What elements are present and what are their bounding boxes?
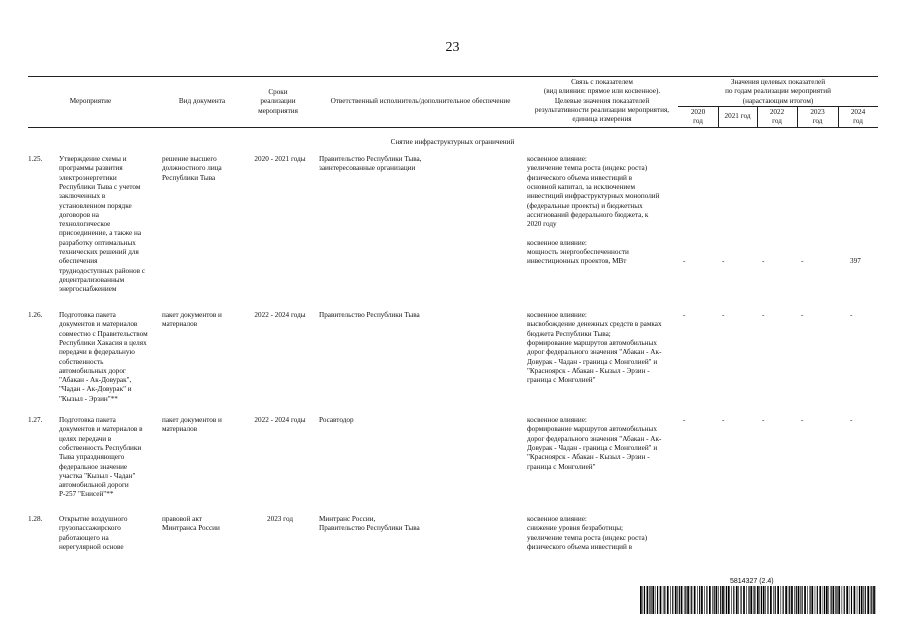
barcode-bar (761, 586, 762, 614)
row-value: - (722, 257, 725, 266)
barcode-bar (741, 586, 742, 614)
row-link: "Красноярск - Абакан - Кызыл - Эрзин - (527, 366, 650, 375)
barcode-bar (691, 586, 692, 614)
row-executor: заинтересованные организации (319, 164, 416, 173)
row-term: 2022 - 2024 годы (254, 416, 306, 424)
row-value: - (850, 311, 853, 319)
barcode-bar (657, 586, 658, 614)
barcode-bar (867, 586, 869, 614)
barcode-bar (757, 586, 759, 614)
header-link: Связь с показателем (571, 78, 633, 86)
row-measure: технологическое (59, 220, 111, 229)
row-value: - (722, 416, 725, 424)
barcode-bar (748, 586, 749, 614)
barcode-bar (704, 586, 705, 614)
row-link: инвестиционных проектов, МВт (527, 257, 627, 266)
barcode-bar (767, 586, 768, 614)
row-measure: разработку оптимальных (59, 238, 136, 247)
row-measure: присоединение, а также на (59, 229, 142, 238)
row-link: формирование маршрутов автомобильных (527, 425, 657, 434)
barcode-bar (865, 586, 866, 614)
row-link: дорог федерального значения "Абакан - Ак- (527, 348, 662, 357)
row-doc: Минтранса России (162, 524, 220, 533)
barcode-bar (712, 586, 713, 614)
row-measure: договоров на (59, 210, 99, 219)
row-measure: Республики Хакасия в целях (59, 338, 147, 347)
barcode-bar (871, 586, 872, 614)
section-title: Снятие инфраструктурных ограничений (390, 138, 515, 146)
row-measure: собственность Республики (59, 443, 142, 452)
barcode-bar (720, 586, 721, 614)
barcode-bar (873, 586, 875, 614)
barcode-bar (725, 586, 726, 614)
row-value: - (801, 311, 804, 319)
row-link: 2020 году (527, 220, 557, 229)
barcode-bar (681, 586, 683, 614)
row-doc: материалов (162, 425, 198, 434)
header-terms: мероприятия (258, 106, 298, 115)
barcode-bar (714, 586, 715, 614)
barcode-bar (672, 586, 673, 614)
row-value: - (683, 311, 686, 319)
barcode-bar (697, 586, 698, 614)
row-doc: правовой акт (162, 515, 202, 523)
barcode-bar (650, 586, 651, 614)
row-link: увеличение темпа роста (индекс роста) (527, 533, 648, 542)
barcode-bar (699, 586, 700, 614)
row-link: снижение уровня безработицы; (527, 524, 624, 533)
barcode-bar (664, 586, 665, 614)
barcode-bar (701, 586, 703, 614)
table-rule (28, 76, 878, 77)
row-measure: собственность (59, 357, 104, 366)
barcode-bar (810, 586, 811, 614)
row-measure: децентрализованным (59, 275, 125, 284)
header-measure: Мероприятие (69, 97, 112, 105)
barcode-bar (660, 586, 662, 614)
row-measure: целях передачи в (59, 434, 112, 443)
barcode-bar (684, 586, 685, 614)
row-measure: Подготовка пакета (59, 311, 116, 319)
row-term: 2020 - 2021 годы (254, 155, 306, 163)
barcode-number: 5814327 (2.4) (730, 578, 774, 585)
row-executor: Минтранс России, (319, 515, 376, 523)
barcode-bar (788, 586, 789, 614)
header-year-suffix: год (693, 117, 703, 125)
barcode-bar (842, 586, 843, 614)
barcode-bar (649, 586, 650, 614)
row-number: 1.28. (28, 515, 43, 523)
row-link: формирование маршрутов автомобильных (527, 338, 657, 347)
barcode-bar (785, 586, 787, 614)
table-rule (28, 127, 878, 128)
barcode-bar (817, 586, 818, 614)
barcode-bar (783, 586, 784, 614)
row-measure: установленном порядке (59, 201, 132, 210)
header-executor: Ответственный исполнитель/дополнительное обеспечение (330, 97, 511, 105)
header-year: 2022 (769, 108, 785, 116)
page-number: 23 (445, 40, 460, 55)
barcode-bar (863, 586, 864, 614)
barcode-bar (679, 586, 680, 614)
header-link: (вид влияния: прямое или косвенное). (543, 87, 661, 96)
barcode-bar (798, 586, 800, 614)
barcode-bar (726, 586, 727, 614)
header-year: 2020 (690, 108, 706, 116)
row-measure: документов и материалов (59, 320, 138, 329)
barcode-bar (731, 586, 732, 614)
barcode-bar (833, 586, 835, 614)
row-value: - (762, 257, 765, 266)
barcode-bar (709, 586, 711, 614)
row-link: косвенное влияние: (527, 238, 587, 247)
barcode-bar (663, 586, 664, 614)
row-link: косвенное влияние: (527, 515, 587, 523)
barcode-bar (807, 586, 808, 614)
barcode-bar (802, 586, 803, 614)
row-link: Довурак - Чадан - граница с Монголией" и (527, 357, 658, 366)
barcode-bar (826, 586, 828, 614)
barcode-bar (738, 586, 739, 614)
row-link: ассигнований федерального бюджета, к (527, 210, 649, 219)
row-value: - (850, 416, 853, 424)
row-measure: Подготовка пакета (59, 416, 116, 424)
row-value: - (801, 257, 804, 266)
barcode-bar (655, 586, 656, 614)
row-doc: пакет документов и (162, 416, 222, 424)
row-link: косвенное влияние: (527, 155, 587, 163)
row-measure: грузопассажирского (59, 524, 121, 533)
header-year-suffix: год (772, 117, 782, 125)
barcode-bar (770, 586, 772, 614)
row-link: инвестиций инфраструктурных монополий (527, 192, 660, 201)
row-measure: труднодоступных районов с (59, 266, 145, 275)
row-link: основной капитал, за исключением (527, 182, 635, 191)
barcode-bar (722, 586, 724, 614)
row-measure: Республики Тыва с учетом (59, 182, 141, 191)
row-measure: Тыва упраздняющего (59, 453, 125, 462)
row-link: высвобождение денежных средств в рамках (527, 320, 662, 329)
row-link: Довурак - Чадан - граница с Монголией" и (527, 443, 658, 452)
row-executor: Правительство Республики Тыва, (319, 155, 422, 163)
barcode-bar (690, 586, 691, 614)
row-measure: "Абакан - Ак-Довурак", (59, 376, 132, 385)
row-number: 1.27. (28, 416, 43, 424)
barcode-bar (733, 586, 734, 614)
barcode-bar (824, 586, 825, 614)
barcode-bar (836, 586, 837, 614)
row-measure: "Кызыл - Эрзин"** (59, 394, 118, 403)
barcode-bar (640, 586, 642, 614)
row-measure: совместно с Правительством (59, 329, 148, 338)
row-link: косвенное влияние: (527, 311, 587, 319)
barcode-bar (777, 586, 779, 614)
header-link: Целевые значения показателей (554, 96, 650, 105)
barcode-bar (643, 586, 644, 614)
barcode-bar (800, 586, 801, 614)
header-year-suffix: год (853, 117, 863, 125)
row-measure: Утверждение схемы и (59, 155, 127, 163)
row-link: "Красноярск - Абакан - Кызыл - Эрзин - (527, 453, 650, 462)
barcode-bar (743, 586, 745, 614)
barcode-image (640, 586, 876, 614)
row-measure: документов и материалов в (59, 425, 143, 434)
header-link: результативности реализации мероприятия, (534, 105, 670, 114)
barcode-bar (859, 586, 860, 614)
barcode-bar (849, 586, 850, 614)
header-year: 2021 год (724, 112, 751, 120)
row-executor: Правительство Республики Тыва (319, 524, 420, 533)
barcode-bar (753, 586, 754, 614)
row-measure: обеспечения (59, 257, 98, 266)
row-measure: программы развития (59, 164, 123, 173)
barcode-bar (773, 586, 774, 614)
barcode-bar (675, 586, 677, 614)
barcode-bar (854, 586, 856, 614)
row-measure: автомобильной дороги (59, 481, 129, 490)
header-year-suffix: год (812, 117, 823, 125)
barcode-bar (811, 586, 813, 614)
row-measure: федеральное значение (59, 462, 128, 471)
row-measure: "Чадан - Ак-Довурак" и (59, 385, 132, 394)
row-link: граница с Монголией" (527, 376, 596, 385)
row-number: 1.25. (28, 155, 43, 163)
row-doc: решение высшего (162, 155, 217, 163)
row-value: - (722, 311, 725, 319)
barcode-bar (846, 586, 848, 614)
barcode-bar (763, 586, 765, 614)
barcode-bar (718, 586, 719, 614)
barcode-bar (759, 586, 760, 614)
row-measure: заключенных в (59, 192, 106, 201)
barcode-bar (736, 586, 738, 614)
barcode-bar (791, 586, 793, 614)
barcode-bar (857, 586, 858, 614)
barcode-bar (819, 586, 821, 614)
row-doc: пакет документов и (162, 311, 222, 319)
barcode-bar (644, 586, 645, 614)
row-link: физического объема инвестиций в (527, 542, 633, 551)
barcode-bar (851, 586, 852, 614)
row-value: - (683, 416, 686, 424)
barcode-bar (694, 586, 696, 614)
barcode-bar (670, 586, 671, 614)
barcode-bar (667, 586, 669, 614)
header-terms: реализации (260, 97, 296, 106)
table-rule (678, 106, 878, 107)
row-measure: нерегулярной основе (59, 542, 124, 551)
row-measure: Открытие воздушного (59, 515, 128, 523)
barcode-bar (775, 586, 776, 614)
header-values: Значения целевых показателей (730, 78, 826, 86)
row-value: - (762, 311, 765, 319)
row-measure: передачи в федеральную (59, 348, 135, 357)
barcode-bar (831, 586, 832, 614)
row-value: 397 (850, 257, 861, 266)
row-measure: технических решений для (59, 248, 139, 256)
row-term: 2022 - 2024 годы (254, 311, 306, 319)
row-value: - (762, 416, 765, 424)
barcode-bar (794, 586, 795, 614)
row-value: - (683, 257, 686, 266)
barcode-bar (716, 586, 718, 614)
barcode-bar (685, 586, 686, 614)
header-terms: Сроки (268, 88, 288, 96)
row-link: физического объема инвестиций в (527, 173, 633, 182)
row-doc: Республики Тыва (162, 173, 216, 182)
row-link: бюджета Республики Тыва; (527, 329, 611, 338)
barcode-bar (647, 586, 649, 614)
barcode-bar (746, 586, 747, 614)
row-link: косвенное влияние: (527, 416, 587, 424)
barcode-bar (750, 586, 752, 614)
barcode-bar (861, 586, 863, 614)
barcode-bar (870, 586, 871, 614)
barcode-bar (844, 586, 845, 614)
row-link: увеличение темпа роста (индекс роста) (527, 164, 648, 173)
row-executor: Правительство Республики Тыва (319, 311, 420, 319)
header-values: по годам реализации мероприятий (725, 87, 831, 96)
barcode-bar (781, 586, 782, 614)
header-link: единица измерения (572, 115, 632, 124)
barcode-bar (728, 586, 730, 614)
barcode-bar (652, 586, 654, 614)
barcode-bar (754, 586, 755, 614)
row-doc: материалов (162, 320, 198, 329)
header-doctype: Вид документа (178, 97, 226, 105)
barcode-bar (823, 586, 824, 614)
barcode-bar (765, 586, 766, 614)
barcode-bar (796, 586, 797, 614)
row-measure: участка "Кызыл - Чадан" (59, 471, 136, 480)
row-link: (федеральные проекты) и бюджетных (527, 201, 643, 210)
row-link: дорог федерального значения "Абакан - Ак- (527, 434, 662, 443)
row-measure: энергоснабжением (59, 285, 117, 294)
barcode-bar (677, 586, 678, 614)
barcode-bar (789, 586, 790, 614)
row-measure: Р-257 "Енисей"** (59, 490, 114, 499)
row-measure: автомобильных дорог (59, 366, 126, 375)
row-link: мощность энергообеспеченности (527, 248, 629, 256)
row-measure: работающего на (59, 533, 109, 542)
row-doc: должностного лица (162, 164, 222, 173)
row-link: граница с Монголией" (527, 462, 596, 471)
barcode-bar (828, 586, 829, 614)
row-value: - (801, 416, 804, 424)
barcode-bar (804, 586, 806, 614)
row-term: 2023 год (267, 515, 293, 523)
header-values: (нарастающим итогом) (742, 96, 814, 105)
barcode-bar (835, 586, 836, 614)
barcode-bar (815, 586, 816, 614)
row-executor: Росавтодор (319, 416, 354, 424)
row-number: 1.26. (28, 311, 43, 319)
barcode-bar (838, 586, 840, 614)
header-year: 2024 (850, 108, 866, 116)
barcode-bar (706, 586, 707, 614)
row-measure: электроэнергетики (59, 173, 117, 182)
header-year: 2023 (810, 108, 825, 116)
barcode-bar (687, 586, 689, 614)
